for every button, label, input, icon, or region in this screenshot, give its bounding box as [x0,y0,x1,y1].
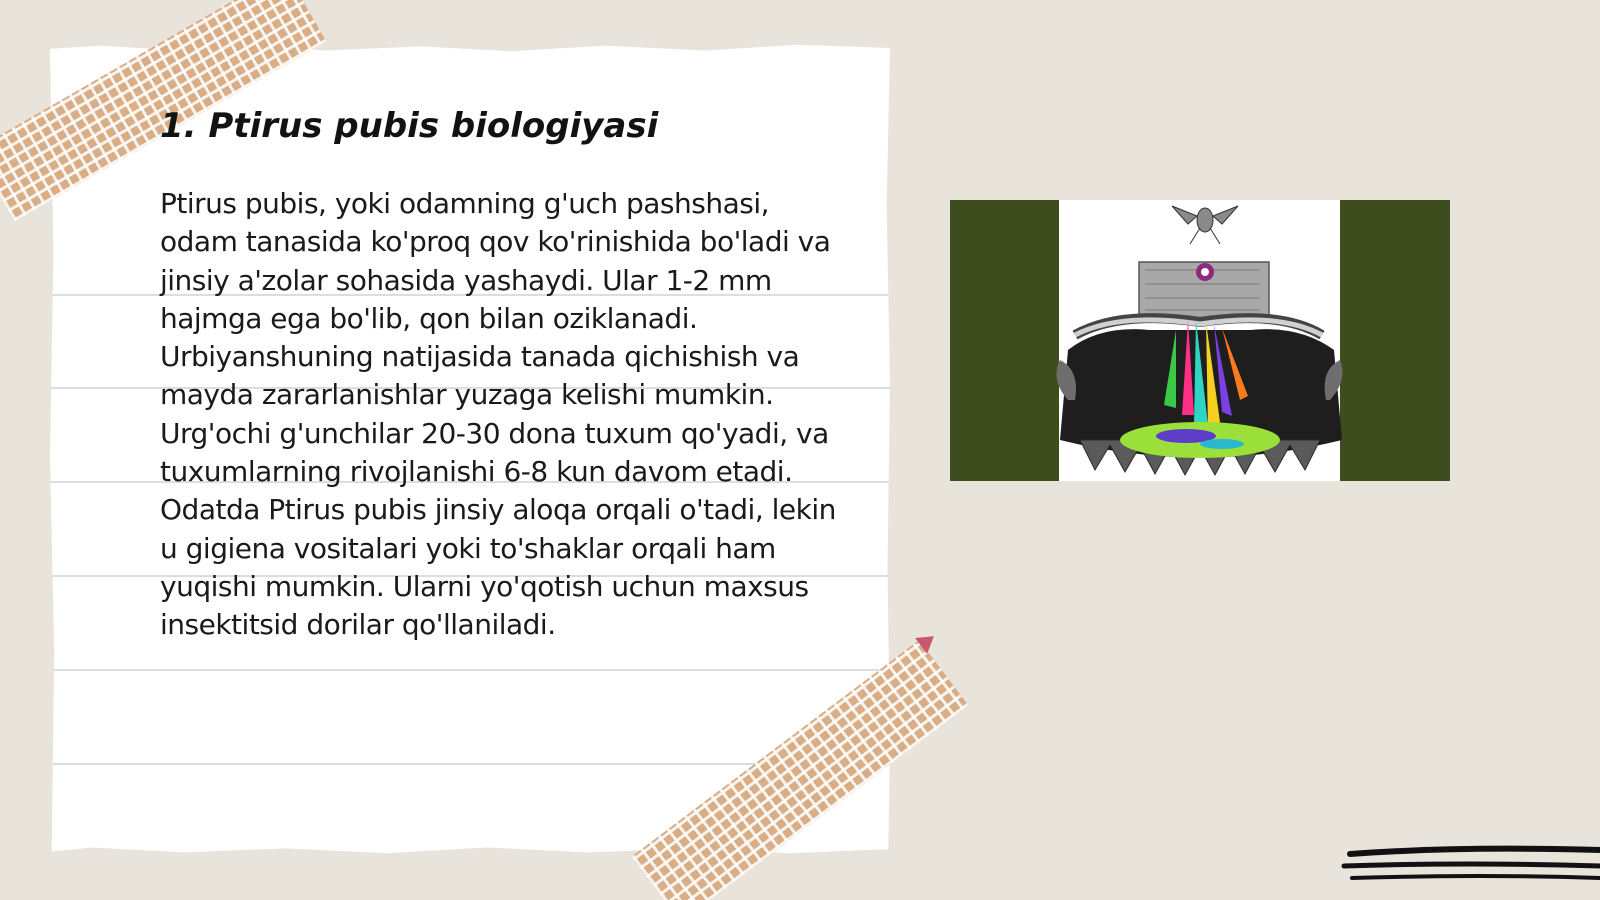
ruled-line [50,669,890,671]
slide-body-text: Ptirus pubis, yoki odamning g'uch pashshasi, odam tanasida ko'proq qov ko'rinishida bo'ladi va jinsiy a'zolar sohasida yashaydi. Ular 1-2 mm hajmga ega bo'lib, qon bilan oziklanadi. Urbiyanshuning natijasida tanada qichishish va mayda zararlanishlar yuzaga kelishi mumkin. Urg'ochi g'unchilar 20-30 dona tuxum qo'yadi, va tuxumlarning rivojlanishi 6-8 kun davom etadi. Odatda Ptirus pubis jinsiy aloqa orqali o'tadi, lekin u gigiena vositalari yoki to'shaklar orqali ham yuqishi mumkin. Ularni yo'qotish uchun maxsus insektitsid dorilar qo'llaniladi. [160,187,836,642]
slide-title: 1. Ptirus pubis biologiyasi [160,106,659,146]
brush-strokes [1340,842,1600,900]
illustration-graphic [950,200,1450,481]
tape-tab [915,628,940,654]
illustration-image [950,200,1450,481]
